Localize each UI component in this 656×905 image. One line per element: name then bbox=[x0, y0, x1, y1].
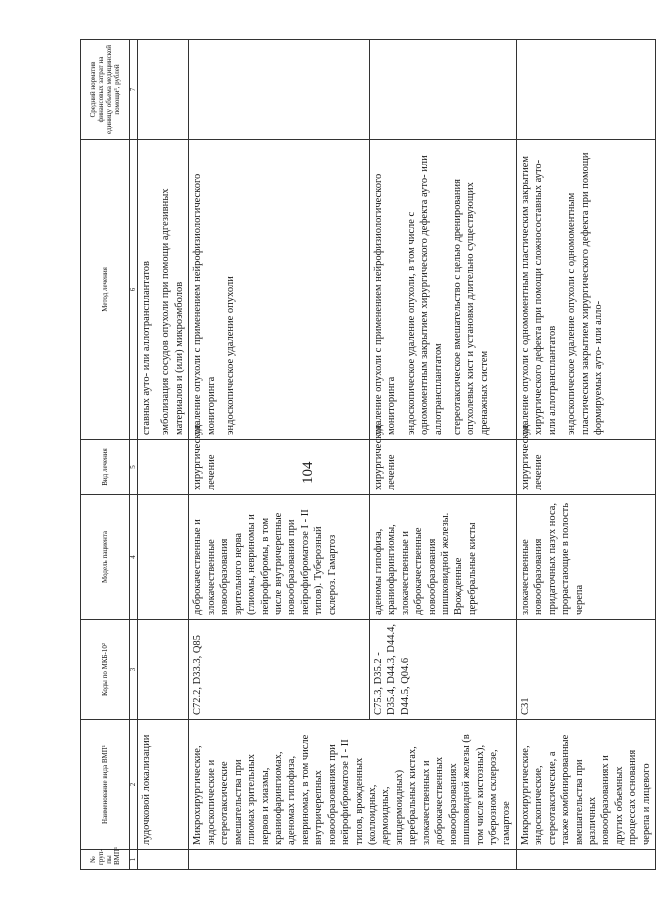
column-number-row bbox=[130, 40, 138, 870]
header-cost-norm: Средний норматив финансовых затрат на единицу объема медицинской помощи³, рублей bbox=[81, 40, 130, 140]
method-text: эндоскопическое удаление опухоли с одномоментным пластическим закрытием хирургического дефекта при помощи формируемых ауто- или алло- bbox=[566, 152, 604, 435]
header-vmp-name: Наименование вида ВМП¹ bbox=[81, 720, 130, 850]
method-cell bbox=[189, 140, 369, 440]
column-number: 7 bbox=[130, 40, 138, 140]
vmp-name-cell: лудочковой локализации bbox=[138, 720, 189, 850]
method-cell bbox=[516, 140, 655, 440]
patient-model-cell: доброкачественные и злокачественные новообразования зрительного нерва (глиомы, невриномы и нейрофибромы, в том числе внутричерепные новообразования при нейрофиброматозе I - II типов). Туберозный склероз. Гамартоз bbox=[189, 495, 369, 620]
table-row bbox=[516, 40, 655, 870]
header-row bbox=[81, 40, 130, 870]
method-text: эндоскопическое удаление опухоли, в том числе с одномоментным закрытием хирургического дефекта ауто- или аллотрансплантатом bbox=[405, 155, 444, 435]
column-number: 3 bbox=[130, 620, 138, 720]
icd-codes-cell: C75.3, D35.2 - D35.4, D44.3, D44.4, D44.5, Q04.6 bbox=[369, 620, 516, 720]
vmp-name-cell: Микрохирургические, эндоскопические и стереотаксические вмешательства при глиомах зрительных нервов и хиазмы, краниофарингиомах, аденомах гипофиза, невриномах, в том числе внутричерепных новообразованиях при нейрофиброматозе I - II типов, врожденных (коллоидных, дермоидных, эпидермоидных) церебральных кистах, злокачественных и доброкачественных новообразованиях шишковидной железы (в том числе кистозных), туберозном склерозе, гамартозе bbox=[189, 720, 517, 850]
column-number: 2 bbox=[130, 720, 138, 850]
treatment-type-cell: хирургическое лечение bbox=[516, 440, 655, 495]
header-treatment-method: Метод лечения bbox=[81, 140, 130, 440]
header-group-number: № груп-пы ВМП¹ bbox=[81, 850, 130, 870]
treatment-type-cell: хирургическое лечение bbox=[189, 440, 369, 495]
header-treatment-type: Вид лечения bbox=[81, 440, 130, 495]
icd-codes-cell: C72.2, D33.3, Q85 bbox=[189, 620, 369, 720]
column-number: 1 bbox=[130, 850, 138, 870]
method-text: удаление опухоли с применением нейрофизиологического мониторинга bbox=[372, 173, 398, 435]
vmp-table bbox=[80, 39, 656, 870]
header-patient-model: Модель пациента bbox=[81, 495, 130, 620]
patient-model-cell: аденомы гипофиза, краниофарингиомы, злокачественные и доброкачественные новообразования шишковидной железы. Врожденные церебральные кисты bbox=[369, 495, 516, 620]
table-row bbox=[138, 40, 189, 870]
method-text: стереотаксическое вмешательство с целью дренирования опухолевых кист и установки длительно существующих дренажных систем bbox=[451, 179, 490, 435]
page-number: 104 bbox=[300, 461, 316, 484]
method-text: эндоскопическое удаление опухоли bbox=[225, 276, 237, 435]
rotated-table-wrapper bbox=[80, 40, 652, 870]
column-number: 6 bbox=[130, 140, 138, 440]
method-cell bbox=[138, 140, 189, 440]
method-text: удаление опухоли с применением нейрофизиологического мониторинга bbox=[192, 173, 217, 435]
treatment-type-cell: хирургическое лечение bbox=[369, 440, 516, 495]
method-cell bbox=[369, 140, 516, 440]
patient-model-cell: злокачественные новообразования придаточных пазух носа, прорастающие в полость черепа bbox=[516, 495, 655, 620]
method-text: эмболизация сосудов опухоли при помощи адгезивных материалов и (или) микроэмболов bbox=[160, 188, 185, 435]
table-row bbox=[189, 40, 369, 870]
header-icd-codes: Коды по МКБ-10² bbox=[81, 620, 130, 720]
column-number: 4 bbox=[130, 495, 138, 620]
method-text: удаление опухоли с одномоментным пластическим закрытием хирургического дефекта при помощи сложносоставных ауто- или аллотрансплантатов bbox=[519, 155, 558, 435]
icd-codes-cell: C31 bbox=[516, 620, 655, 720]
vmp-name-cell: Микрохирургические, эндоскопические, стереотаксические, а также комбинированные вмешательства при различных новообразованиях и других объемных процессах основания черепа и лицевого bbox=[516, 720, 655, 850]
method-text: ставных ауто- или аллотрансплантатов bbox=[141, 261, 152, 435]
column-number: 5 bbox=[130, 440, 138, 495]
